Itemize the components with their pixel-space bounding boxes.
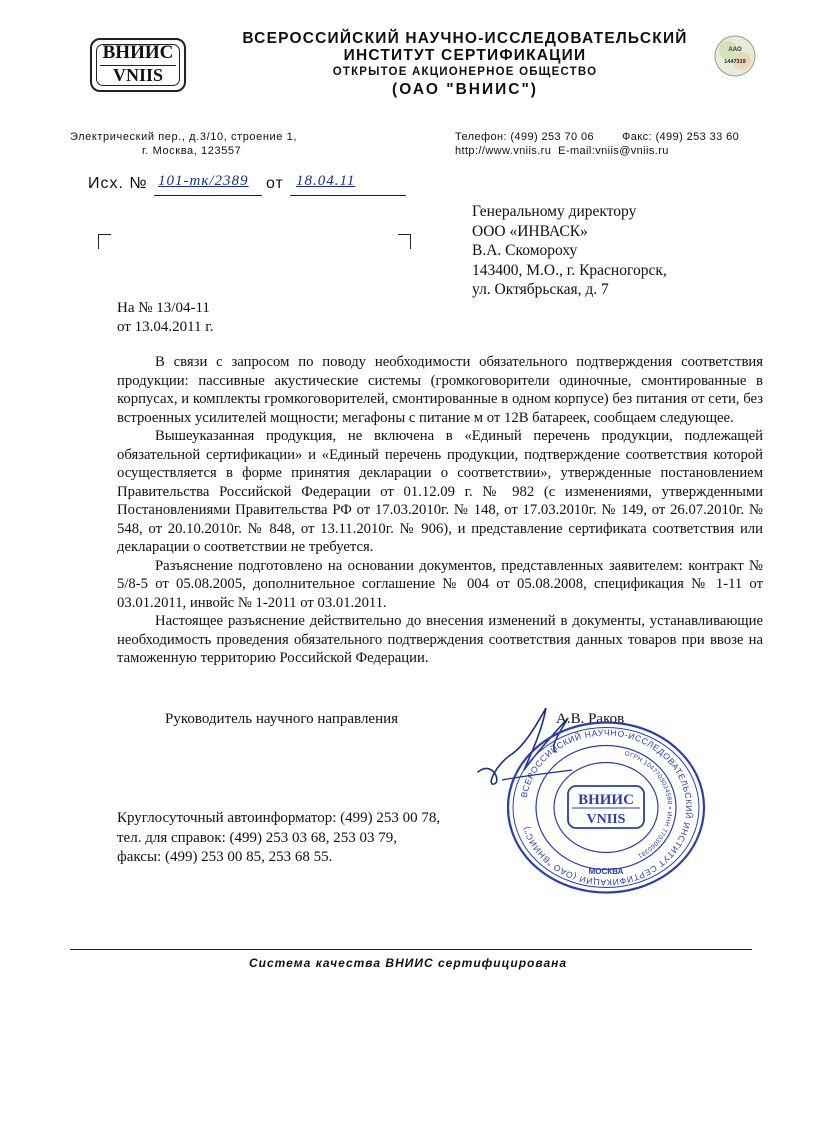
addressee-block [472, 202, 667, 300]
contact-line: факсы: (499) 253 00 85, 253 68 55. [117, 849, 333, 865]
outgoing-date: 18.04.11 [296, 173, 356, 189]
address-corner-right [398, 234, 411, 249]
signer-name: А.В. Раков [556, 711, 625, 727]
outgoing-from-label: от [266, 175, 284, 192]
hologram-label: ААО [728, 47, 742, 53]
logo-text-ru: ВНИИС [102, 42, 174, 63]
website-link[interactable]: http://www.vniis.ru [455, 145, 552, 157]
reference-number: На № 13/04-11 [117, 300, 210, 316]
email-link[interactable]: E-mail:vniis@vniis.ru [558, 145, 669, 157]
org-name-line1: ВСЕРОССИЙСКИЙ НАУЧНО-ИССЛЕДОВАТЕЛЬСКИЙ [242, 30, 688, 47]
org-type: ОТКРЫТОЕ АКЦИОНЕРНОЕ ОБЩЕСТВО [332, 66, 598, 78]
seal-center-ru: ВНИИС [578, 792, 634, 808]
seal-inner-text: ОГРН 1047703024588 • ИНН 7703060381 [623, 750, 674, 860]
addressee-line: В.А. Скомороху [472, 242, 578, 259]
contact-block [455, 130, 739, 158]
fax-text: Факс: (499) 253 33 60 [622, 131, 740, 143]
addressee-line: ООО «ИНВАСК» [472, 222, 588, 240]
seal-ring-text: ВСЕРОССИЙСКИЙ НАУЧНО-ИССЛЕДОВАТЕЛЬСКИЙ ИНСТИТУТ СЕРТИФИКАЦИИ (ОАО "ВНИИС") [518, 727, 695, 888]
official-seal-icon [505, 720, 707, 895]
reference-date: от 13.04.2011 г. [117, 319, 214, 335]
logo-text-en: VNIIS [112, 65, 164, 85]
outgoing-number-row [88, 173, 418, 197]
outgoing-number-field [154, 173, 262, 196]
body-paragraph: Настоящее разъяснение действительно до внесения изменений в документы, устанавливающие необходимость проведения обязательного подтверждения соответствия данных товаров при ввозе на таможенную территорию Российской Федерации. [117, 613, 763, 666]
contact-line: Круглосуточный автоинформатор: (499) 253 00 78, [117, 810, 441, 826]
vniis-logo [90, 38, 186, 92]
org-name-line2: ИНСТИТУТ СЕРТИФИКАЦИИ [343, 47, 587, 64]
reference-block [117, 299, 214, 337]
address-block [70, 130, 297, 158]
letter-body [117, 353, 763, 668]
outgoing-number: 101-тк/2389 [158, 173, 249, 189]
contacts-block [117, 809, 440, 868]
organization-header [215, 30, 715, 98]
addressee-line: ул. Октябрьская, д. 7 [472, 281, 609, 298]
seal-city: МОСКВА [588, 867, 624, 876]
contact-line: тел. для справок: (499) 253 03 68, 253 03 79, [117, 829, 397, 846]
body-paragraph: Разъяснение подготовлено на основании документов, представленных заявителем: контракт № 5/8-5 от 05.08.2005, дополнительное соглашение № 004 от 05.08.2008, спецификация № 1-11 от 03.01.2011, инвойс № 1-2011 от 03.01.2011. [117, 557, 763, 611]
addressee-line: Генеральному директору [472, 203, 637, 220]
phone-text: Телефон: (499) 253 70 06 [455, 131, 595, 143]
body-paragraph: Вышеуказанная продукция, не включена в «Единый перечень продукции, подлежащей обязательной сертификации» и «Единый перечень продукции, подтверждение соответствия которой осуществляется в форме принятия декларации о соответствии», утвержденные постановлением Правительства Российской Федерации от 01.12.09 г. № 982 (с изменениями, утвержденными Постановлениями Правительства РФ от 17.03.2010г. № 148, от 17.03.2010г. № 149, от 26.07.2010г. № 548, от 20.10.2010г. № 848, от 13.11.2010г. № 906), и представление сертификата соответствия или декларации о соответствии не требуется. [117, 428, 763, 555]
address-street: Электрический пер., д.3/10, строение 1, [70, 131, 298, 143]
address-corner-left [98, 234, 111, 249]
addressee-line: 143400, М.О., г. Красногорск, [472, 261, 667, 279]
outgoing-label: Исх. № [88, 175, 148, 192]
address-city: г. Москва, 123557 [142, 145, 242, 157]
body-paragraph: В связи с запросом по поводу необходимости обязательного подтверждения соответствия продукции: пассивные акустические системы (громкоговорители одиночные, смонтированные в корпусах, и комплекты громкоговорителей, смонтированные в одном корпусе) без питания от сети, без встроенных усилителей мощности; мегафоны с питание м от 12В батареек, сообщаем следующее. [117, 354, 763, 426]
footer-divider [70, 949, 752, 950]
hologram-number: 1447319 [724, 59, 746, 65]
signer-role: Руководитель научного направления [165, 711, 399, 727]
footer-text: Система качества ВНИИС сертифицирована [248, 956, 568, 970]
seal-center-en: VNIIS [586, 812, 626, 827]
hologram-sticker-icon [713, 34, 757, 78]
outgoing-date-field [290, 173, 406, 196]
org-short-name: (ОАО "ВНИИС") [392, 81, 538, 98]
